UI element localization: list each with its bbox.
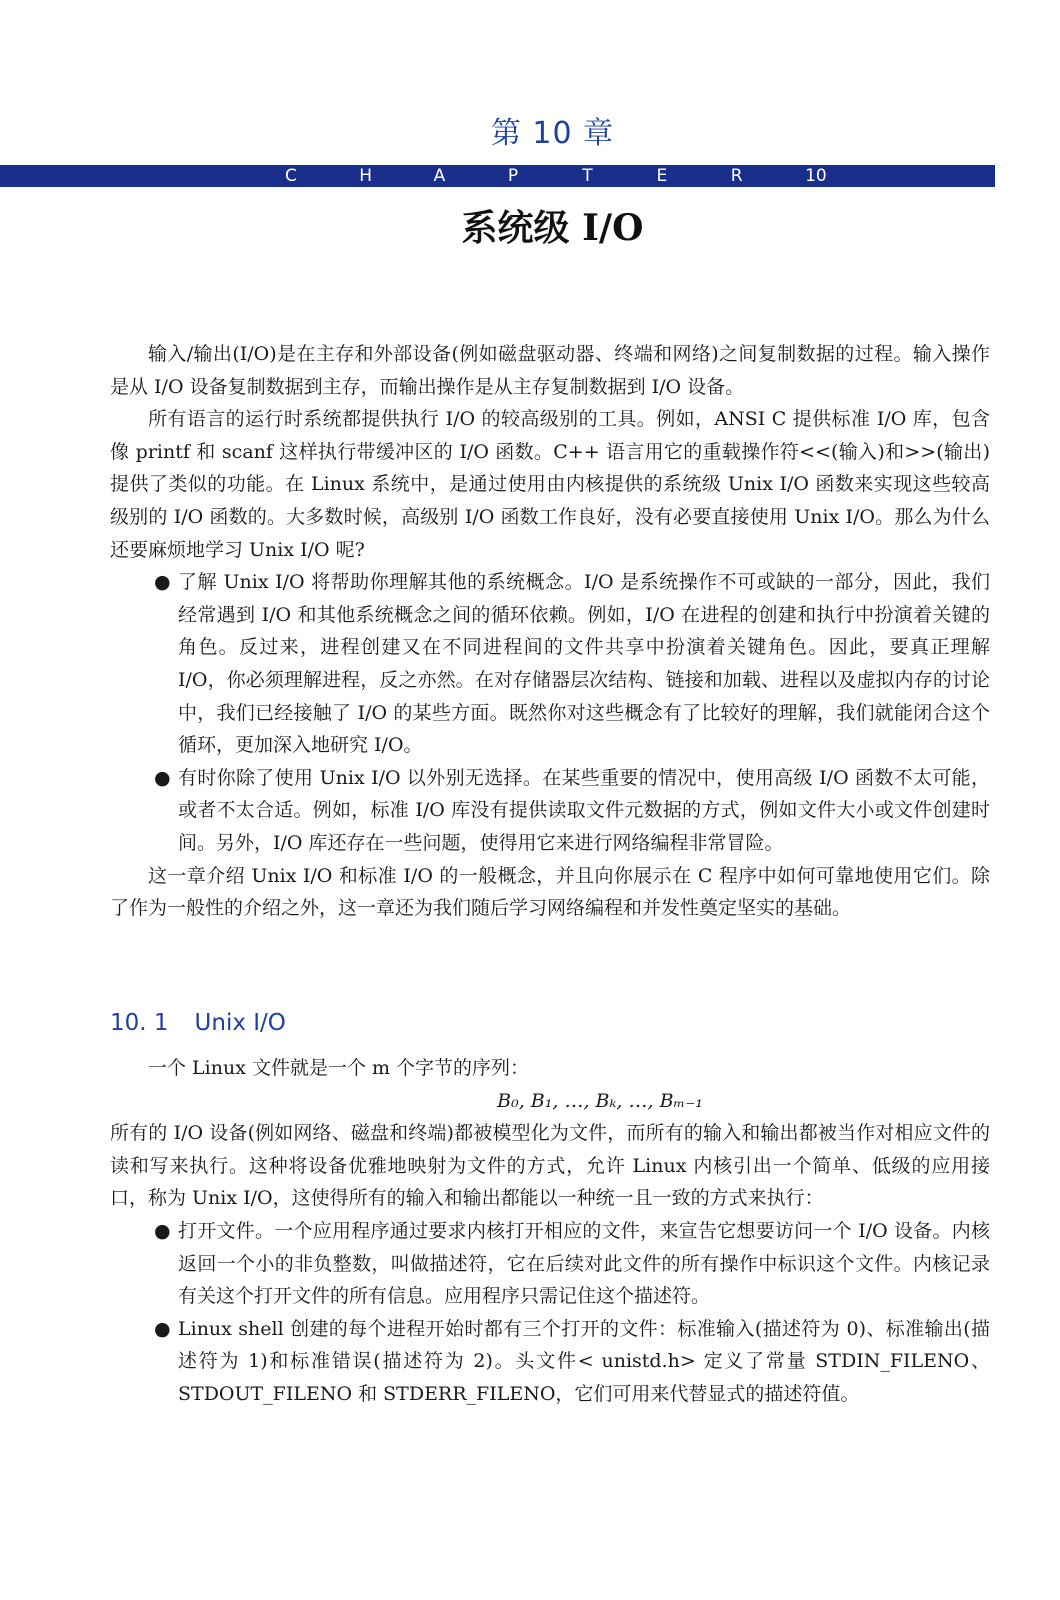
band-letter: E: [656, 166, 668, 186]
section-title: Unix I/O: [194, 1010, 286, 1036]
chapter-title: 系统级 I/O: [461, 207, 644, 249]
section-paragraph-2: 所有的 I/O 设备(例如网络、磁盘和终端)都被模型化为文件，而所有的输入和输出都被当作对相应文件的读和写来执行。这种将设备优雅地映射为文件的方式，允许 Linux 内核引出一个简单、低级的应用接口，称为 Unix I/O，这使得所有的输入和输出都能以一种统一且一致的方式来执行：: [110, 1122, 990, 1210]
intro-paragraph-3: 这一章介绍 Unix I/O 和标准 I/O 的一般概念，并且向你展示在 C 程序中如何可靠地使用它们。除了作为一般性的介绍之外，这一章还为我们随后学习网络编程和并发性奠定坚实的基础。: [110, 864, 990, 920]
section-bullet-2-text: Linux shell 创建的每个进程开始时都有三个打开的文件：标准输入(描述符为 0)、标准输出(描述符为 1)和标准错误(描述符为 2)。头文件< unistd.h> 定义了常量 STDIN_FILENO、STDOUT_FILENO 和 STDERR_FILENO，它们可用来代替显式的描述符值。: [178, 1317, 990, 1405]
band-letter: A: [433, 166, 446, 186]
section-bullet-1: [110, 1215, 990, 1313]
intro-paragraph-1: 输入/输出(I/O)是在主存和外部设备(例如磁盘驱动器、终端和网络)之间复制数据的过程。输入操作是从 I/O 设备复制数据到主存，而输出操作是从主存复制数据到 I/O 设备。: [110, 343, 990, 398]
bullet-icon: ●: [154, 1317, 171, 1340]
intro-bullet-1: [110, 566, 990, 762]
intro-paragraph-2: 所有语言的运行时系统都提供执行 I/O 的较高级别的工具。例如，ANSI C 提供标准 I/O 库，包含像 printf 和 scanf 这样执行带缓冲区的 I/O 函数。C++ 语言用它的重载操作符<<(输入)和>>(输出)提供了类似的功能。在 Linux 系统中，是通过使用由内核提供的系统级 Unix I/O 函数来实现这些较高级别的 I/O 函数的。大多数时候，高级别 I/O 函数工作良好，没有必要直接使用 Unix I/O。那么为什么还要麻烦地学习 Unix I/O 呢?: [110, 408, 990, 561]
intro-bullet-2: [110, 762, 990, 860]
section-heading: [110, 1010, 286, 1036]
band-letter: 10: [805, 166, 827, 186]
band-letter: P: [507, 166, 519, 186]
chapter-band: [0, 165, 995, 187]
bullet-icon: ●: [154, 766, 171, 789]
section-block: [110, 1052, 990, 1411]
band-letter: R: [730, 166, 743, 186]
bullet-icon: ●: [154, 1219, 171, 1242]
section-bullet-2: [110, 1313, 990, 1411]
section-paragraph-1: 一个 Linux 文件就是一个 m 个字节的序列：: [148, 1057, 530, 1079]
byte-sequence: B₀, B₁, …, Bₖ, …, Bₘ₋₁: [497, 1089, 703, 1112]
section-bullet-1-text: 打开文件。一个应用程序通过要求内核打开相应的文件，来宣告它想要访问一个 I/O 设备。内核返回一个小的非负整数，叫做描述符，它在后续对此文件的所有操作中标识这个文件。内核记录有关这个打开文件的所有信息。应用程序只需记住这个描述符。: [178, 1219, 990, 1308]
intro-bullet-2-text: 有时你除了使用 Unix I/O 以外别无选择。在某些重要的情况中，使用高级 I/O 函数不太可能，或者不太合适。例如，标准 I/O 库没有提供读取文件元数据的方式，例如文件大小或文件创建时间。另外，I/O 库还存在一些问题，使得用它来进行网络编程非常冒险。: [178, 766, 990, 854]
intro-bullet-1-text: 了解 Unix I/O 将帮助你理解其他的系统概念。I/O 是系统操作不可或缺的一部分，因此，我们经常遇到 I/O 和其他系统概念之间的循环依赖。例如，I/O 在进程的创建和执行中扮演着关键的角色。反过来，进程创建又在不同进程间的文件共享中扮演着关键角色。因此，要真正理解 I/O，你必须理解进程，反之亦然。在对存储器层次结构、链接和加载、进程以及虚拟内存的讨论中，我们已经接触了 I/O 的某些方面。既然你对这些概念有了比较好的理解，我们就能闭合这个循环，更加深入地研究 I/O。: [178, 571, 990, 757]
chapter-band-letters: [285, 165, 879, 187]
band-letter: T: [582, 166, 593, 186]
intro-block: [110, 338, 990, 925]
band-letter: C: [285, 166, 297, 186]
bullet-icon: ●: [154, 571, 171, 594]
band-letter: H: [359, 166, 373, 186]
chapter-number: 第 10 章: [490, 116, 615, 151]
section-number: 10. 1: [110, 1010, 169, 1036]
